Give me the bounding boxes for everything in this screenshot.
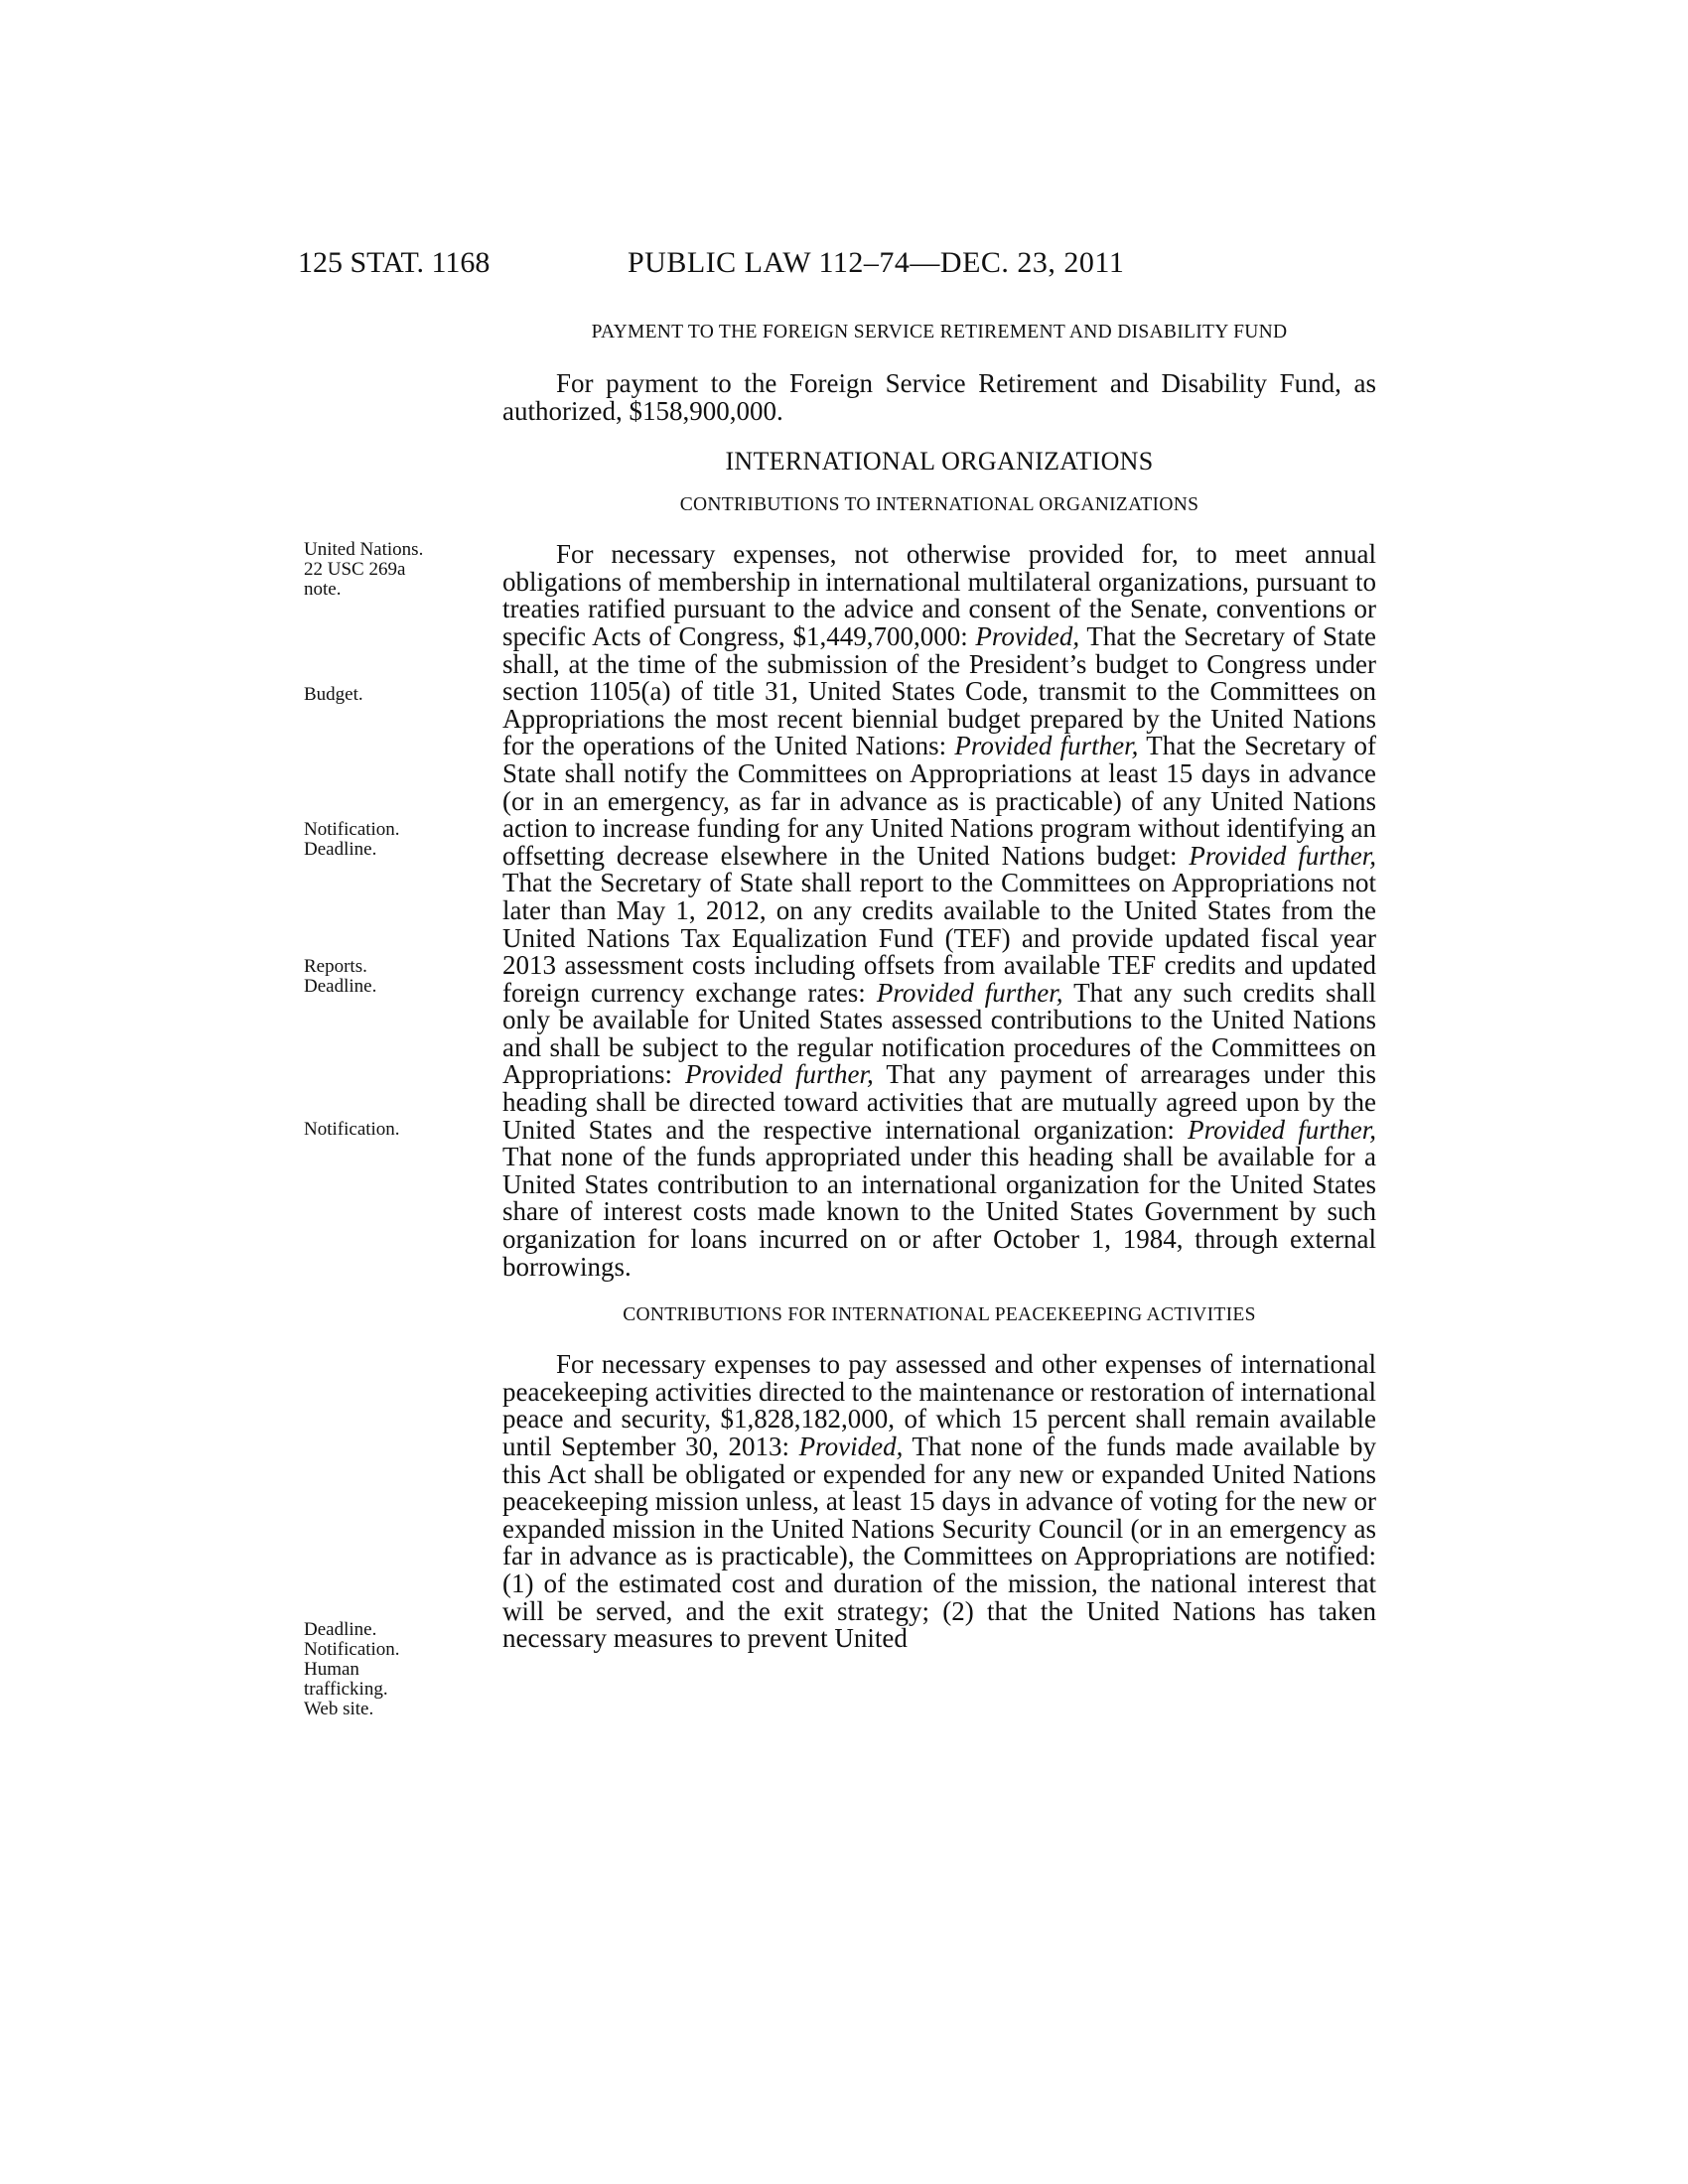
peacekeeping-paragraph: For necessary expenses to pay assessed and other expenses of international peacekeeping activities directed to the maintenance or restoration of international peace and security, $1,828,182,000, of which 15 percent shall remain available until September 30, 2013: Provided, That none of the funds made available by this Act shall be obligated or expended for any new or expanded United Nations peacekeeping mission unless, at least 15 days in advance of voting for the new or expanded mission in the United Nations Security Council (or in an emergency as far in advance as is practicable), the Committees on Appropriations are notified: (1) of the estimated cost and duration of the mission, the national interest that will be served, and the exit strategy; (2) that the United Nations has taken necessary measures to prevent United [502,1349,1377,1654]
margin-note-budget: Budget. [304,684,363,705]
statute-reference: 125 STAT. 1168 [298,246,491,279]
foreign-service-heading: PAYMENT TO THE FOREIGN SERVICE RETIREMENT AND DISABILITY FUND [591,322,1288,342]
public-law-title: PUBLIC LAW 112–74—DEC. 23, 2011 [628,246,1125,279]
margin-note-notification-deadline: Notification. Deadline. [304,819,400,860]
foreign-service-paragraph: For payment to the Foreign Service Retirement and Disability Fund, as authorized, $158,900,000. [502,368,1376,426]
document-body [502,320,1376,1653]
contributions-paragraph: For necessary expenses, not otherwise provided for, to meet annual obligations of membership in international multilateral organizations, pursuant to treaties ratified pursuant to the advice and consent of the Senate, conventions or specific Acts of Congress, $1,449,700,000: Provided, That the Secretary of State shall, at the time of the submission of the President’s budget to Congress under section 1105(a) of title 31, United States Code, transmit to the Committees on Appropriations the most recent biennial budget prepared by the United Nations for the operations of the United Nations: Provided further, That the Secretary of State shall notify the Committees on Appropriations at least 15 days in advance (or in an emergency, as far in advance as is practicable) of any United Nations action to increase funding for any United Nations program without identifying an offsetting decrease elsewhere in the United Nations budget: Provided further, That the Secretary of State shall report to the Committees on Appropriations not later than May 1, 2012, on any credits available to the United States from the United Nations Tax Equalization Fund (TEF) and provide updated fiscal year 2013 assessment costs including offsets from available TEF credits and updated foreign currency exchange rates: Provided further, That any such credits shall only be available for United States assessed contributions to the United Nations and shall be subject to the regular notification procedures of the Committees on Appropriations: Provided further, That any payment of arrearages under this heading shall be directed toward activities that are mutually agreed upon by the United States and the respective international organization: Provided further, That none of the funds appropriated under this heading shall be available for a United States contribution to an international organization for the United States share of interest costs made known to the United States Government by such organization for loans incurred on or after October 1, 1984, through external borrowings. [502,539,1377,1282]
peacekeeping-heading: CONTRIBUTIONS FOR INTERNATIONAL PEACEKEEPING ACTIVITIES [623,1304,1256,1326]
margin-note-peacekeeping: Deadline. Notification. Human trafficking. Web site. [304,1619,400,1719]
margin-note-notification: Notification. [304,1119,400,1140]
contributions-heading: CONTRIBUTIONS TO INTERNATIONAL ORGANIZATIONS [679,494,1199,516]
international-organizations-heading: INTERNATIONAL ORGANIZATIONS [725,447,1154,477]
page-header [298,246,1370,286]
margin-note-united-nations: United Nations. 22 USC 269a note. [304,539,424,600]
margin-note-reports-deadline: Reports. Deadline. [304,956,377,997]
